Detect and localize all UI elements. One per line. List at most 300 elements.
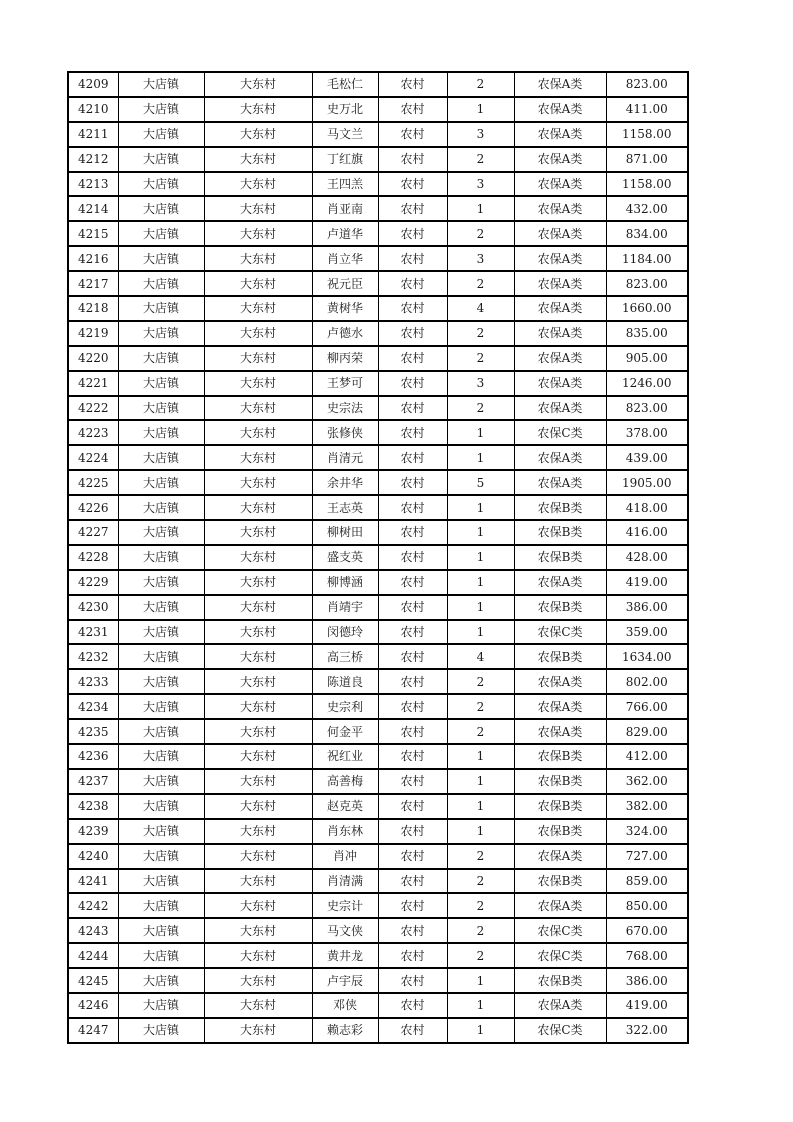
- cell-name: 高三桥: [312, 644, 378, 669]
- table-row: [68, 669, 688, 694]
- cell-town: 大店镇: [118, 968, 204, 993]
- table-row: [68, 495, 688, 520]
- cell-amount: 802.00: [606, 669, 688, 694]
- cell-id: 4238: [68, 794, 118, 819]
- cell-person-count: 3: [447, 371, 514, 396]
- table-row: [68, 72, 688, 97]
- cell-town: 大店镇: [118, 869, 204, 894]
- cell-amount: 416.00: [606, 520, 688, 545]
- cell-residence-type: 农村: [378, 694, 447, 719]
- cell-name: 王四羔: [312, 172, 378, 197]
- cell-residence-type: 农村: [378, 968, 447, 993]
- cell-person-count: 1: [447, 744, 514, 769]
- cell-village: 大东村: [204, 396, 312, 421]
- cell-town: 大店镇: [118, 445, 204, 470]
- cell-id: 4211: [68, 122, 118, 147]
- cell-person-count: 3: [447, 172, 514, 197]
- cell-name: 肖东林: [312, 819, 378, 844]
- cell-village: 大东村: [204, 271, 312, 296]
- cell-village: 大东村: [204, 172, 312, 197]
- cell-insurance-category: 农保B类: [514, 794, 606, 819]
- cell-residence-type: 农村: [378, 869, 447, 894]
- cell-id: 4228: [68, 545, 118, 570]
- cell-name: 卢宇辰: [312, 968, 378, 993]
- cell-id: 4216: [68, 246, 118, 271]
- cell-village: 大东村: [204, 769, 312, 794]
- cell-village: 大东村: [204, 869, 312, 894]
- cell-town: 大店镇: [118, 346, 204, 371]
- cell-town: 大店镇: [118, 221, 204, 246]
- cell-town: 大店镇: [118, 122, 204, 147]
- cell-village: 大东村: [204, 246, 312, 271]
- cell-person-count: 1: [447, 620, 514, 645]
- cell-id: 4239: [68, 819, 118, 844]
- cell-id: 4242: [68, 893, 118, 918]
- cell-town: 大店镇: [118, 719, 204, 744]
- cell-id: 4219: [68, 321, 118, 346]
- table-row: [68, 246, 688, 271]
- cell-residence-type: 农村: [378, 396, 447, 421]
- cell-amount: 1905.00: [606, 470, 688, 495]
- cell-insurance-category: 农保A类: [514, 844, 606, 869]
- cell-residence-type: 农村: [378, 246, 447, 271]
- cell-insurance-category: 农保A类: [514, 271, 606, 296]
- table-row: [68, 445, 688, 470]
- cell-amount: 1158.00: [606, 172, 688, 197]
- cell-person-count: 2: [447, 147, 514, 172]
- table-row: [68, 1018, 688, 1043]
- table-row: [68, 769, 688, 794]
- cell-amount: 850.00: [606, 893, 688, 918]
- cell-name: 黄树华: [312, 296, 378, 321]
- cell-town: 大店镇: [118, 993, 204, 1018]
- cell-insurance-category: 农保A类: [514, 246, 606, 271]
- cell-name: 史宗计: [312, 893, 378, 918]
- cell-town: 大店镇: [118, 420, 204, 445]
- table-row: [68, 570, 688, 595]
- cell-name: 王志英: [312, 495, 378, 520]
- cell-name: 柳丙荣: [312, 346, 378, 371]
- cell-id: 4212: [68, 147, 118, 172]
- table-row: [68, 694, 688, 719]
- cell-id: 4236: [68, 744, 118, 769]
- cell-residence-type: 农村: [378, 719, 447, 744]
- cell-insurance-category: 农保A类: [514, 346, 606, 371]
- cell-name: 何金平: [312, 719, 378, 744]
- table-row: [68, 644, 688, 669]
- cell-residence-type: 农村: [378, 172, 447, 197]
- cell-id: 4210: [68, 97, 118, 122]
- cell-town: 大店镇: [118, 172, 204, 197]
- cell-name: 史宗法: [312, 396, 378, 421]
- table-row: [68, 719, 688, 744]
- cell-person-count: 2: [447, 844, 514, 869]
- cell-village: 大东村: [204, 420, 312, 445]
- cell-residence-type: 农村: [378, 296, 447, 321]
- cell-amount: 823.00: [606, 396, 688, 421]
- cell-village: 大东村: [204, 893, 312, 918]
- cell-residence-type: 农村: [378, 221, 447, 246]
- table-row: [68, 97, 688, 122]
- cell-residence-type: 农村: [378, 420, 447, 445]
- cell-name: 柳博涵: [312, 570, 378, 595]
- cell-person-count: 1: [447, 595, 514, 620]
- cell-insurance-category: 农保B类: [514, 644, 606, 669]
- cell-name: 毛松仁: [312, 72, 378, 97]
- cell-residence-type: 农村: [378, 97, 447, 122]
- cell-residence-type: 农村: [378, 769, 447, 794]
- cell-name: 卢德水: [312, 321, 378, 346]
- cell-amount: 382.00: [606, 794, 688, 819]
- cell-name: 史宗利: [312, 694, 378, 719]
- table-row: [68, 147, 688, 172]
- cell-person-count: 1: [447, 420, 514, 445]
- cell-name: 祝红业: [312, 744, 378, 769]
- cell-amount: 386.00: [606, 968, 688, 993]
- cell-amount: 829.00: [606, 719, 688, 744]
- cell-village: 大东村: [204, 943, 312, 968]
- cell-town: 大店镇: [118, 769, 204, 794]
- cell-town: 大店镇: [118, 520, 204, 545]
- cell-person-count: 2: [447, 918, 514, 943]
- cell-amount: 322.00: [606, 1018, 688, 1043]
- benefits-table: [67, 71, 689, 1044]
- table-row: [68, 869, 688, 894]
- cell-insurance-category: 农保B类: [514, 968, 606, 993]
- cell-name: 卢道华: [312, 221, 378, 246]
- cell-id: 4243: [68, 918, 118, 943]
- cell-village: 大东村: [204, 1018, 312, 1043]
- cell-residence-type: 农村: [378, 595, 447, 620]
- cell-town: 大店镇: [118, 196, 204, 221]
- cell-person-count: 1: [447, 545, 514, 570]
- cell-village: 大东村: [204, 968, 312, 993]
- cell-residence-type: 农村: [378, 346, 447, 371]
- cell-amount: 432.00: [606, 196, 688, 221]
- cell-id: 4244: [68, 943, 118, 968]
- cell-amount: 1158.00: [606, 122, 688, 147]
- cell-person-count: 2: [447, 893, 514, 918]
- cell-insurance-category: 农保A类: [514, 694, 606, 719]
- cell-person-count: 1: [447, 819, 514, 844]
- cell-village: 大东村: [204, 371, 312, 396]
- cell-residence-type: 农村: [378, 620, 447, 645]
- cell-amount: 768.00: [606, 943, 688, 968]
- cell-town: 大店镇: [118, 1018, 204, 1043]
- cell-town: 大店镇: [118, 794, 204, 819]
- cell-id: 4234: [68, 694, 118, 719]
- cell-residence-type: 农村: [378, 321, 447, 346]
- table-row: [68, 744, 688, 769]
- cell-insurance-category: 农保B类: [514, 495, 606, 520]
- cell-id: 4233: [68, 669, 118, 694]
- cell-name: 柳树田: [312, 520, 378, 545]
- cell-insurance-category: 农保A类: [514, 719, 606, 744]
- cell-person-count: 3: [447, 246, 514, 271]
- cell-town: 大店镇: [118, 495, 204, 520]
- cell-insurance-category: 农保B类: [514, 819, 606, 844]
- cell-amount: 419.00: [606, 570, 688, 595]
- cell-residence-type: 农村: [378, 669, 447, 694]
- cell-town: 大店镇: [118, 744, 204, 769]
- cell-town: 大店镇: [118, 844, 204, 869]
- cell-residence-type: 农村: [378, 520, 447, 545]
- cell-town: 大店镇: [118, 97, 204, 122]
- cell-amount: 871.00: [606, 147, 688, 172]
- cell-name: 黄井龙: [312, 943, 378, 968]
- cell-id: 4224: [68, 445, 118, 470]
- cell-residence-type: 农村: [378, 371, 447, 396]
- cell-person-count: 1: [447, 968, 514, 993]
- cell-amount: 1634.00: [606, 644, 688, 669]
- table-row: [68, 968, 688, 993]
- cell-town: 大店镇: [118, 296, 204, 321]
- cell-village: 大东村: [204, 644, 312, 669]
- cell-town: 大店镇: [118, 819, 204, 844]
- cell-id: 4209: [68, 72, 118, 97]
- cell-id: 4246: [68, 993, 118, 1018]
- cell-name: 邓侠: [312, 993, 378, 1018]
- cell-insurance-category: 农保A类: [514, 470, 606, 495]
- cell-amount: 324.00: [606, 819, 688, 844]
- cell-residence-type: 农村: [378, 196, 447, 221]
- cell-village: 大东村: [204, 346, 312, 371]
- cell-insurance-category: 农保A类: [514, 147, 606, 172]
- cell-person-count: 5: [447, 470, 514, 495]
- cell-insurance-category: 农保B类: [514, 520, 606, 545]
- cell-village: 大东村: [204, 321, 312, 346]
- cell-amount: 727.00: [606, 844, 688, 869]
- cell-village: 大东村: [204, 794, 312, 819]
- cell-town: 大店镇: [118, 545, 204, 570]
- cell-residence-type: 农村: [378, 271, 447, 296]
- cell-insurance-category: 农保A类: [514, 122, 606, 147]
- cell-id: 4241: [68, 869, 118, 894]
- cell-id: 4213: [68, 172, 118, 197]
- cell-insurance-category: 农保A类: [514, 97, 606, 122]
- cell-person-count: 2: [447, 943, 514, 968]
- cell-village: 大东村: [204, 520, 312, 545]
- cell-insurance-category: 农保A类: [514, 396, 606, 421]
- table-row: [68, 221, 688, 246]
- cell-village: 大东村: [204, 296, 312, 321]
- cell-id: 4215: [68, 221, 118, 246]
- cell-village: 大东村: [204, 570, 312, 595]
- cell-person-count: 1: [447, 196, 514, 221]
- cell-insurance-category: 农保A类: [514, 321, 606, 346]
- cell-town: 大店镇: [118, 271, 204, 296]
- cell-town: 大店镇: [118, 470, 204, 495]
- cell-town: 大店镇: [118, 595, 204, 620]
- cell-id: 4237: [68, 769, 118, 794]
- cell-town: 大店镇: [118, 371, 204, 396]
- cell-amount: 412.00: [606, 744, 688, 769]
- cell-village: 大东村: [204, 445, 312, 470]
- cell-name: 赖志彩: [312, 1018, 378, 1043]
- cell-village: 大东村: [204, 620, 312, 645]
- cell-insurance-category: 农保B类: [514, 769, 606, 794]
- cell-insurance-category: 农保A类: [514, 221, 606, 246]
- cell-village: 大东村: [204, 196, 312, 221]
- cell-name: 王梦可: [312, 371, 378, 396]
- cell-residence-type: 农村: [378, 918, 447, 943]
- cell-town: 大店镇: [118, 396, 204, 421]
- cell-amount: 419.00: [606, 993, 688, 1018]
- table-row: [68, 620, 688, 645]
- table-row: [68, 470, 688, 495]
- cell-village: 大东村: [204, 122, 312, 147]
- cell-residence-type: 农村: [378, 744, 447, 769]
- table-row: [68, 520, 688, 545]
- cell-town: 大店镇: [118, 893, 204, 918]
- cell-insurance-category: 农保A类: [514, 172, 606, 197]
- cell-amount: 859.00: [606, 869, 688, 894]
- cell-person-count: 1: [447, 495, 514, 520]
- cell-name: 祝元臣: [312, 271, 378, 296]
- cell-insurance-category: 农保B类: [514, 869, 606, 894]
- cell-town: 大店镇: [118, 147, 204, 172]
- cell-insurance-category: 农保C类: [514, 918, 606, 943]
- cell-id: 4235: [68, 719, 118, 744]
- cell-id: 4222: [68, 396, 118, 421]
- cell-residence-type: 农村: [378, 445, 447, 470]
- cell-name: 肖冲: [312, 844, 378, 869]
- cell-residence-type: 农村: [378, 1018, 447, 1043]
- cell-amount: 386.00: [606, 595, 688, 620]
- cell-village: 大东村: [204, 819, 312, 844]
- cell-village: 大东村: [204, 470, 312, 495]
- table-row: [68, 545, 688, 570]
- cell-insurance-category: 农保A类: [514, 296, 606, 321]
- cell-id: 4218: [68, 296, 118, 321]
- cell-id: 4231: [68, 620, 118, 645]
- cell-village: 大东村: [204, 719, 312, 744]
- table-row: [68, 296, 688, 321]
- table-row: [68, 420, 688, 445]
- cell-id: 4221: [68, 371, 118, 396]
- cell-insurance-category: 农保A类: [514, 371, 606, 396]
- cell-insurance-category: 农保B类: [514, 545, 606, 570]
- cell-insurance-category: 农保A类: [514, 893, 606, 918]
- table-body: [68, 72, 688, 1043]
- cell-id: 4223: [68, 420, 118, 445]
- cell-village: 大东村: [204, 844, 312, 869]
- cell-amount: 823.00: [606, 271, 688, 296]
- table-row: [68, 794, 688, 819]
- cell-id: 4226: [68, 495, 118, 520]
- cell-residence-type: 农村: [378, 794, 447, 819]
- table-row: [68, 346, 688, 371]
- cell-name: 高善梅: [312, 769, 378, 794]
- table-row: [68, 819, 688, 844]
- cell-residence-type: 农村: [378, 893, 447, 918]
- table-row: [68, 271, 688, 296]
- table-row: [68, 893, 688, 918]
- cell-id: 4232: [68, 644, 118, 669]
- cell-village: 大东村: [204, 72, 312, 97]
- cell-insurance-category: 农保C类: [514, 420, 606, 445]
- cell-id: 4227: [68, 520, 118, 545]
- cell-name: 丁红旗: [312, 147, 378, 172]
- cell-village: 大东村: [204, 495, 312, 520]
- table-row: [68, 993, 688, 1018]
- cell-village: 大东村: [204, 221, 312, 246]
- table-row: [68, 321, 688, 346]
- cell-insurance-category: 农保C类: [514, 620, 606, 645]
- cell-amount: 1246.00: [606, 371, 688, 396]
- cell-residence-type: 农村: [378, 495, 447, 520]
- cell-person-count: 1: [447, 794, 514, 819]
- table-row: [68, 172, 688, 197]
- cell-person-count: 2: [447, 669, 514, 694]
- cell-amount: 359.00: [606, 620, 688, 645]
- cell-id: 4247: [68, 1018, 118, 1043]
- cell-person-count: 2: [447, 719, 514, 744]
- cell-id: 4225: [68, 470, 118, 495]
- cell-person-count: 1: [447, 520, 514, 545]
- cell-name: 肖亚南: [312, 196, 378, 221]
- cell-village: 大东村: [204, 97, 312, 122]
- table-row: [68, 918, 688, 943]
- cell-name: 闵德玲: [312, 620, 378, 645]
- cell-person-count: 3: [447, 122, 514, 147]
- cell-name: 史万北: [312, 97, 378, 122]
- cell-insurance-category: 农保C类: [514, 943, 606, 968]
- cell-residence-type: 农村: [378, 844, 447, 869]
- cell-id: 4214: [68, 196, 118, 221]
- cell-insurance-category: 农保A类: [514, 570, 606, 595]
- cell-residence-type: 农村: [378, 993, 447, 1018]
- cell-insurance-category: 农保A类: [514, 196, 606, 221]
- cell-person-count: 2: [447, 396, 514, 421]
- cell-residence-type: 农村: [378, 122, 447, 147]
- cell-insurance-category: 农保A类: [514, 72, 606, 97]
- cell-amount: 766.00: [606, 694, 688, 719]
- cell-person-count: 2: [447, 694, 514, 719]
- cell-residence-type: 农村: [378, 570, 447, 595]
- cell-town: 大店镇: [118, 918, 204, 943]
- cell-town: 大店镇: [118, 246, 204, 271]
- cell-person-count: 1: [447, 993, 514, 1018]
- cell-amount: 670.00: [606, 918, 688, 943]
- table-row: [68, 196, 688, 221]
- cell-amount: 411.00: [606, 97, 688, 122]
- cell-insurance-category: 农保A类: [514, 669, 606, 694]
- cell-village: 大东村: [204, 694, 312, 719]
- cell-amount: 1184.00: [606, 246, 688, 271]
- cell-town: 大店镇: [118, 694, 204, 719]
- cell-id: 4240: [68, 844, 118, 869]
- cell-person-count: 2: [447, 346, 514, 371]
- cell-name: 肖立华: [312, 246, 378, 271]
- cell-person-count: 2: [447, 321, 514, 346]
- cell-name: 马文兰: [312, 122, 378, 147]
- cell-person-count: 4: [447, 296, 514, 321]
- cell-name: 盛支英: [312, 545, 378, 570]
- cell-village: 大东村: [204, 993, 312, 1018]
- table-row: [68, 371, 688, 396]
- cell-residence-type: 农村: [378, 470, 447, 495]
- cell-name: 肖靖宇: [312, 595, 378, 620]
- cell-town: 大店镇: [118, 321, 204, 346]
- cell-amount: 378.00: [606, 420, 688, 445]
- table-row: [68, 943, 688, 968]
- cell-village: 大东村: [204, 595, 312, 620]
- cell-insurance-category: 农保C类: [514, 1018, 606, 1043]
- table-row: [68, 122, 688, 147]
- cell-insurance-category: 农保B类: [514, 595, 606, 620]
- cell-person-count: 1: [447, 1018, 514, 1043]
